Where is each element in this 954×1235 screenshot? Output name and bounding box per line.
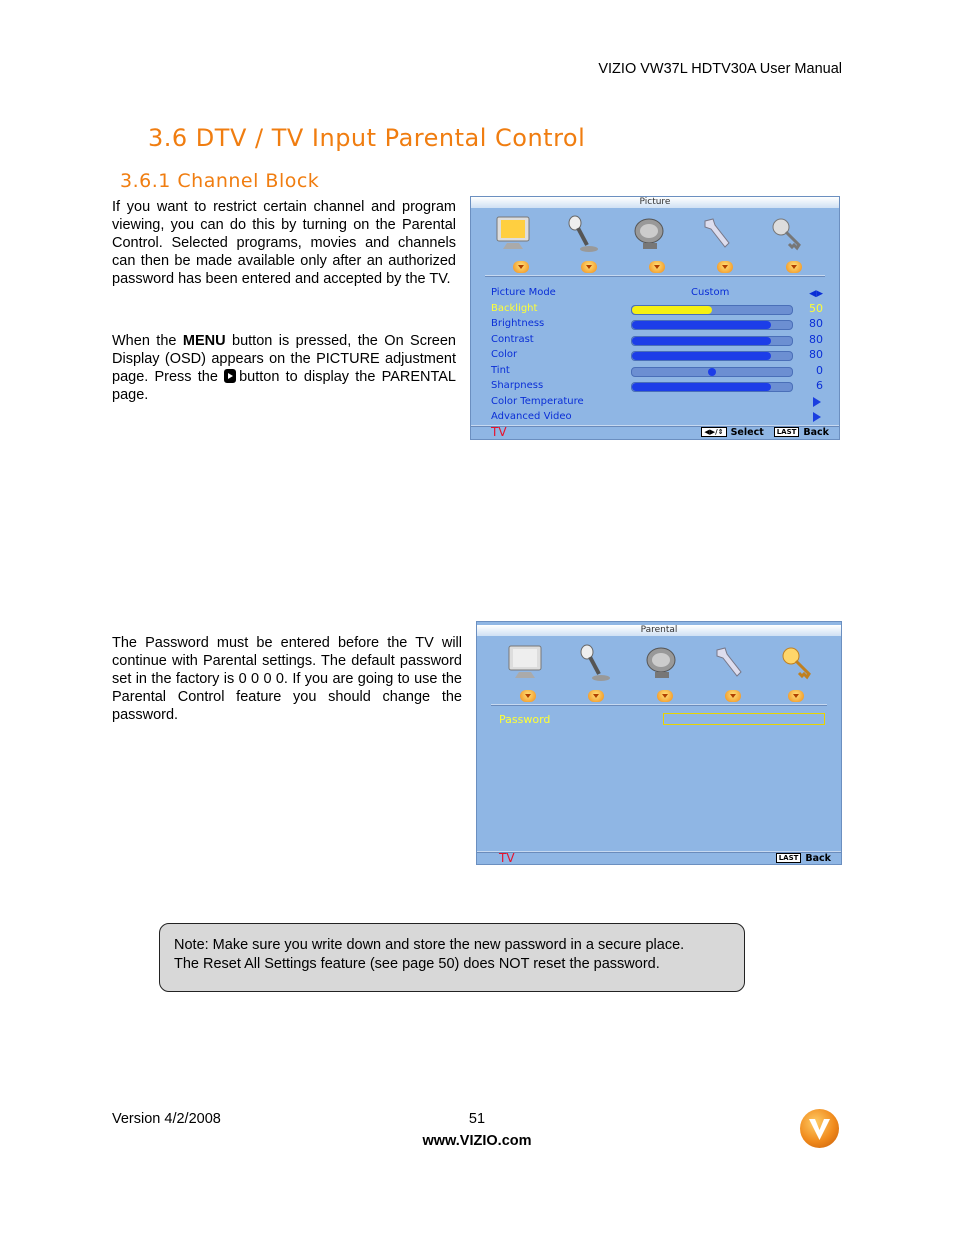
menu-item-advanced-video[interactable]: Advanced Video: [491, 411, 572, 422]
tint-value: 0: [816, 364, 823, 377]
password-paragraph: The Password must be entered before the TV will continue with Parental settings. The default password set in the factory is 0 0 0 0. If you are going to use the Parental Control feature you should change the password.: [112, 635, 462, 723]
color-slider[interactable]: [631, 351, 793, 361]
slider-fill: [632, 352, 771, 360]
contrast-value: 80: [809, 333, 823, 346]
version-label: Version 4/2/2008: [112, 1111, 221, 1127]
menu-item-color-temperature[interactable]: Color Temperature: [491, 396, 584, 407]
menu-button-name: MENU: [182, 333, 226, 349]
parental-key-icon: [777, 642, 817, 684]
para-text: button is pressed, the On Screen Display (OSD) appears on the PICTURE adjustment page. Press the: [112, 333, 456, 385]
para-text: button to display the PARENTAL page.: [112, 369, 456, 403]
color-value: 80: [809, 348, 823, 361]
down-arrow-icon: [788, 690, 804, 702]
menu-item-tint[interactable]: Tint: [491, 365, 510, 376]
backlight-slider[interactable]: [631, 305, 793, 315]
divider: [485, 275, 825, 277]
tint-knob: [708, 368, 716, 376]
sharpness-value: 6: [816, 379, 823, 392]
picture-mode-value: Custom: [691, 287, 730, 298]
page-number: 51: [468, 1111, 486, 1127]
website-link[interactable]: www.VIZIO.com: [422, 1133, 532, 1149]
down-arrow-icon: [657, 690, 673, 702]
down-arrow-icon: [649, 261, 665, 273]
osd-title: Parental: [477, 625, 841, 636]
note-line: The Reset All Settings feature (see page 50) does NOT reset the password.: [174, 955, 660, 972]
note-box: [159, 923, 745, 992]
intro-paragraph: If you want to restrict certain channel and program viewing, you can do this by turning on the Parental Control. Selected programs, movies and channels can then be made available only after an authorized password has been entered and accepted by the TV.: [112, 199, 456, 287]
back-hint: Back: [805, 853, 831, 864]
slider-fill: [632, 337, 771, 345]
slider-fill: [632, 306, 712, 314]
osd-footer-hints: [701, 427, 829, 438]
tint-slider[interactable]: [631, 367, 793, 377]
menu-item-color[interactable]: Color: [491, 349, 518, 360]
nav-keys-icon: ◀▶/⇕: [701, 427, 726, 437]
setup-wrench-icon: [709, 642, 749, 684]
password-input[interactable]: [663, 713, 825, 725]
menu-item-backlight[interactable]: Backlight: [491, 303, 538, 314]
parental-key-icon: [767, 213, 807, 255]
down-arrow-icon: [717, 261, 733, 273]
menu-item-sharpness[interactable]: Sharpness: [491, 380, 544, 391]
audio-microphone-icon: [573, 642, 613, 684]
osd-picture-screenshot: [470, 196, 840, 440]
menu-item-brightness[interactable]: Brightness: [491, 318, 545, 329]
menu-paragraph: [112, 332, 456, 404]
vizio-logo-icon: [800, 1109, 839, 1148]
tv-satellite-dish-icon: [629, 213, 669, 255]
manual-title: VIZIO VW37L HDTV30A User Manual: [598, 61, 842, 77]
down-arrow-icon: [581, 261, 597, 273]
menu-item-contrast[interactable]: Contrast: [491, 334, 534, 345]
input-source-label: TV: [491, 425, 507, 439]
select-hint: Select: [730, 427, 764, 438]
osd-parental-screenshot: [476, 621, 842, 865]
menu-item-picture-mode[interactable]: Picture Mode: [491, 287, 556, 298]
submenu-arrow-icon: [813, 397, 821, 407]
right-arrow-button-icon: [224, 369, 236, 383]
down-arrow-icon: [513, 261, 529, 273]
slider-fill: [632, 383, 771, 391]
input-source-label: TV: [499, 851, 515, 865]
audio-microphone-icon: [561, 213, 601, 255]
v-mark-icon: [800, 1109, 839, 1148]
picture-tv-icon: [505, 642, 545, 684]
osd-title: Picture: [471, 197, 839, 208]
para-text: When the: [112, 333, 183, 349]
password-label: Password: [499, 713, 551, 726]
left-right-arrows-icon: ◀▶: [809, 289, 823, 299]
back-hint: Back: [803, 427, 829, 438]
down-arrow-icon: [520, 690, 536, 702]
section-heading: 3.6 DTV / TV Input Parental Control: [148, 124, 586, 152]
tv-satellite-dish-icon: [641, 642, 681, 684]
picture-tv-icon: [493, 213, 533, 255]
brightness-slider[interactable]: [631, 320, 793, 330]
contrast-slider[interactable]: [631, 336, 793, 346]
sharpness-slider[interactable]: [631, 382, 793, 392]
down-arrow-icon: [725, 690, 741, 702]
last-key-icon: LAST: [776, 853, 802, 863]
setup-wrench-icon: [697, 213, 737, 255]
down-arrow-icon: [786, 261, 802, 273]
submenu-arrow-icon: [813, 412, 821, 422]
backlight-value: 50: [809, 302, 823, 315]
subsection-heading: 3.6.1 Channel Block: [120, 170, 320, 192]
divider: [491, 704, 827, 706]
last-key-icon: LAST: [774, 427, 800, 437]
brightness-value: 80: [809, 317, 823, 330]
down-arrow-icon: [588, 690, 604, 702]
slider-fill: [632, 321, 771, 329]
osd-footer-hints: [776, 853, 831, 864]
note-line: Note: Make sure you write down and store the new password in a secure place.: [174, 937, 685, 953]
